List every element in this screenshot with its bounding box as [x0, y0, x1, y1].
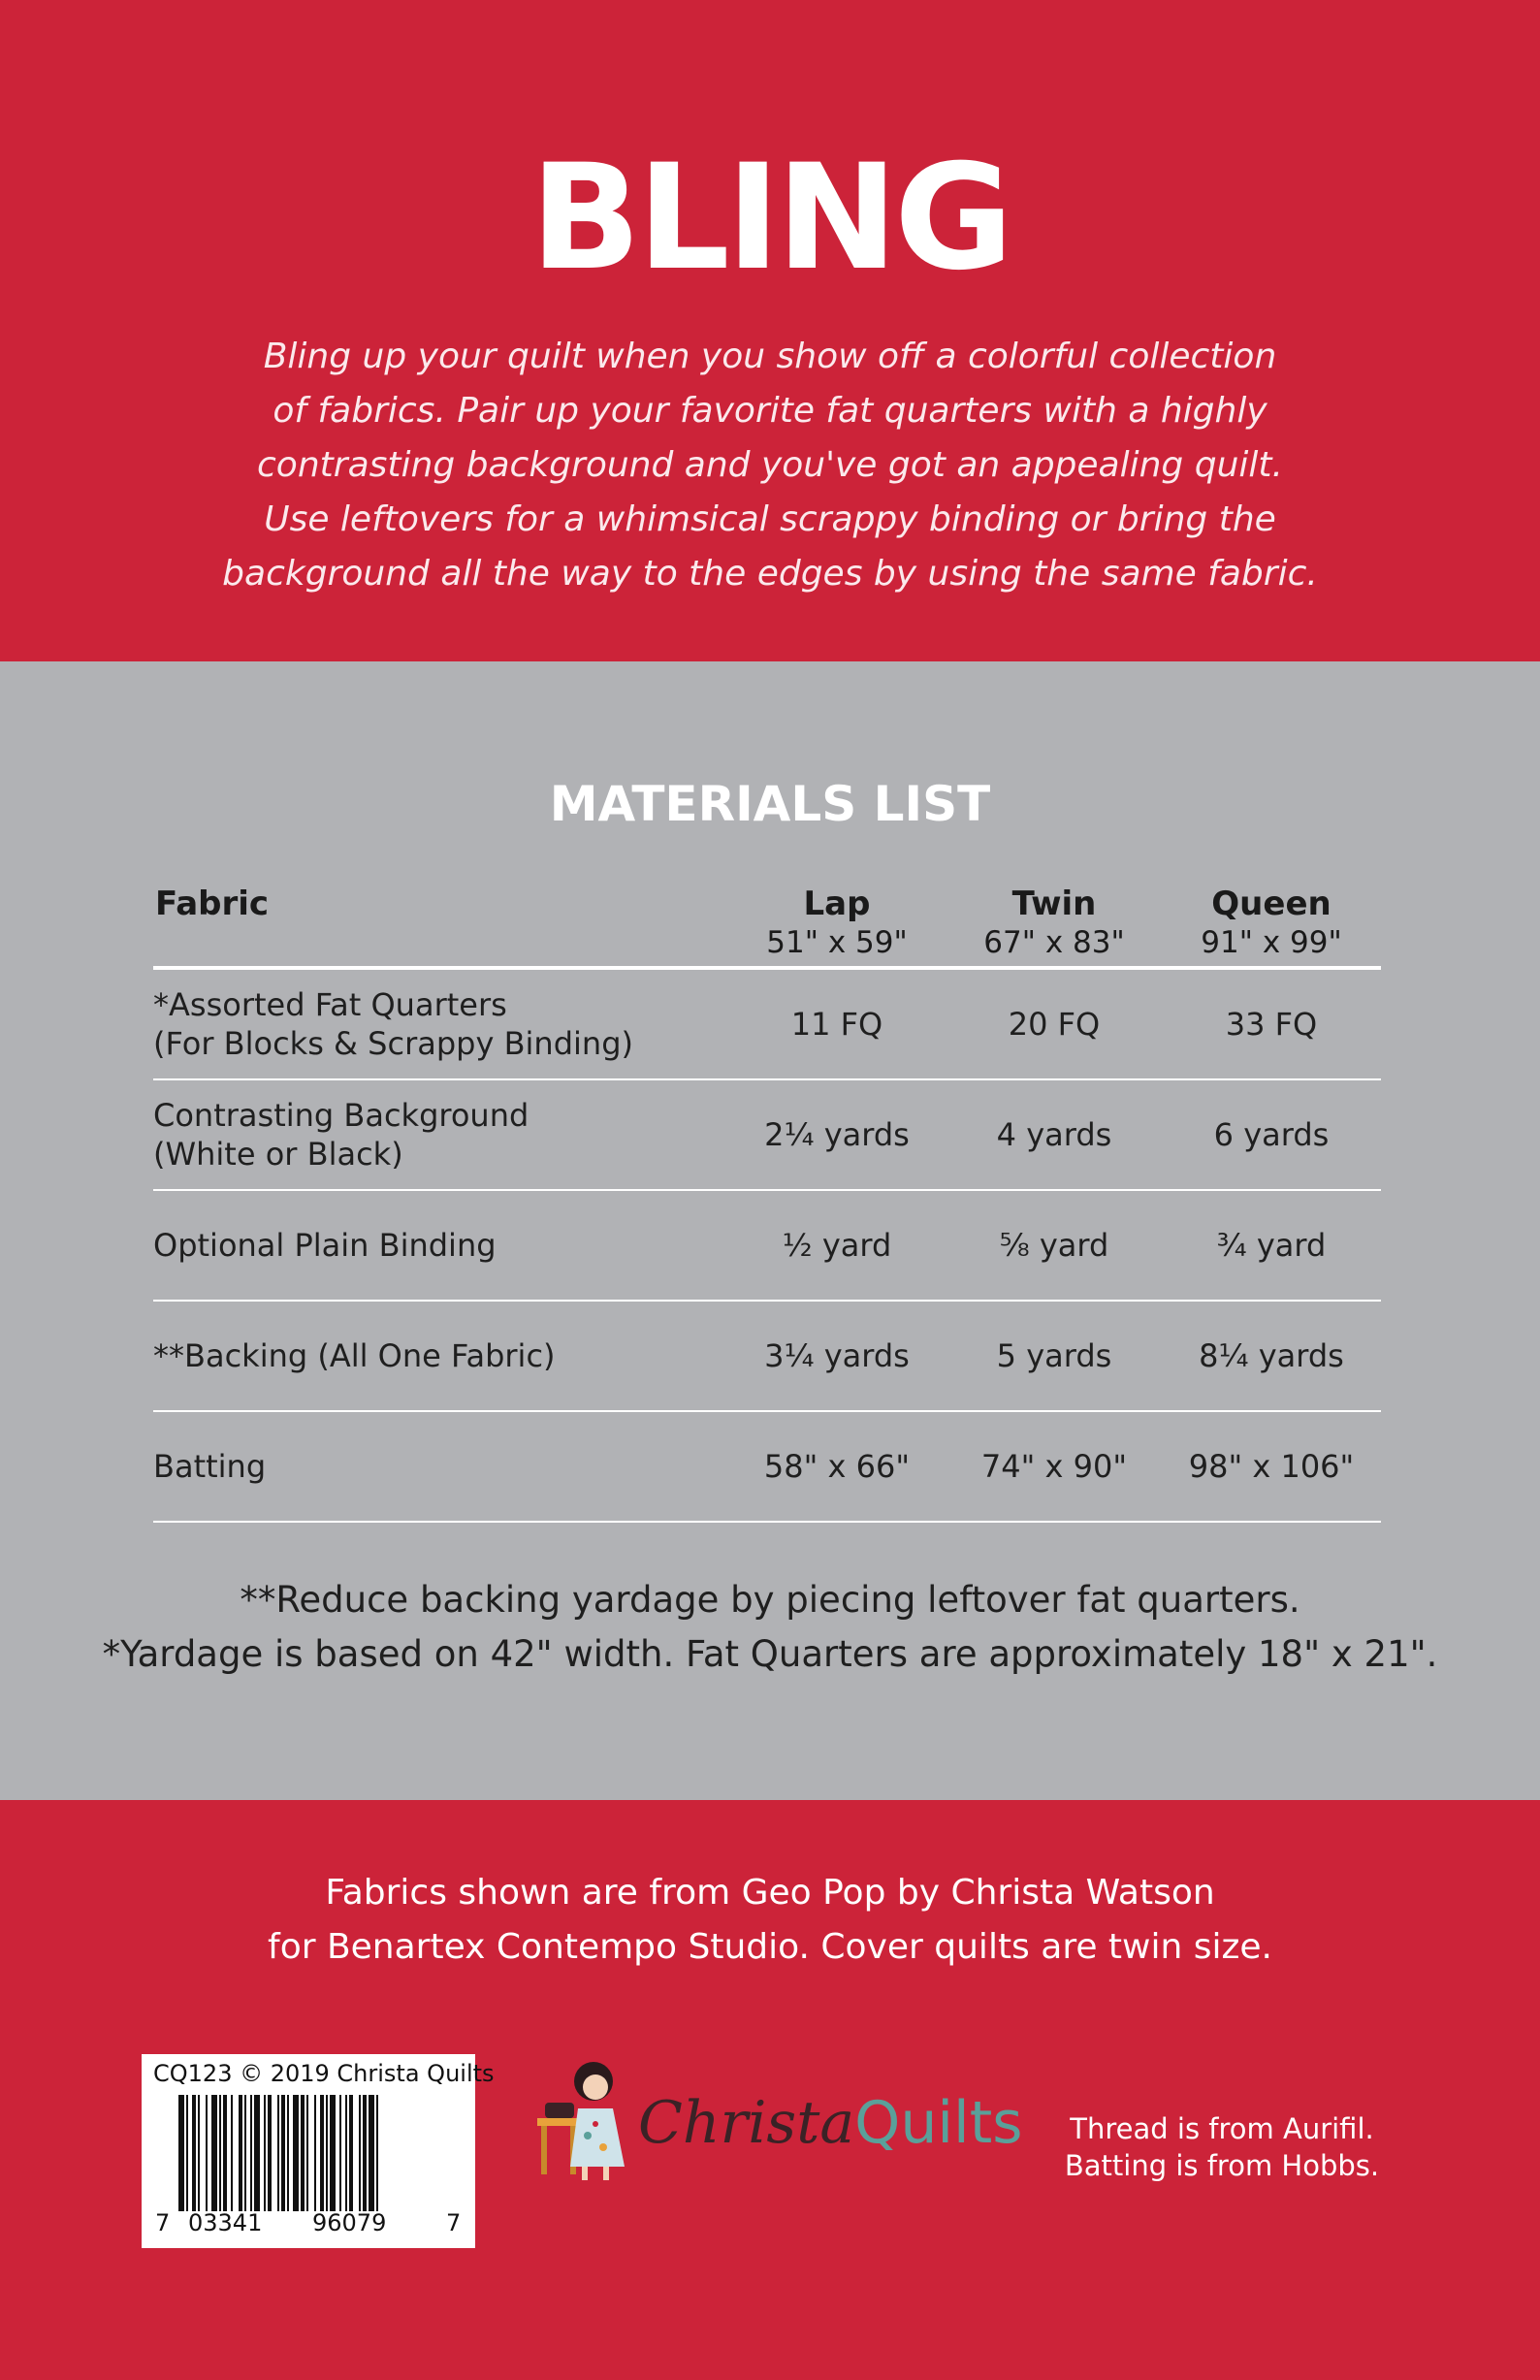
cell-twin: 20 FQ	[1008, 1006, 1101, 1043]
page-title: BLING	[529, 134, 1011, 303]
column-size: 67" x 83"	[983, 925, 1125, 960]
table-row	[153, 1191, 1381, 1302]
column-name: Twin	[1011, 884, 1097, 923]
cell-twin: ⅝ yard	[999, 1227, 1109, 1264]
column-name: Lap	[803, 884, 871, 923]
footer-section	[0, 1800, 1540, 2380]
row-label	[153, 985, 633, 1063]
sewing-girl-icon	[531, 2042, 638, 2188]
cell-lap: 3¼ yards	[764, 1337, 910, 1374]
row-label-line: **Backing (All One Fabric)	[153, 1337, 556, 1374]
row-label-line: Batting	[153, 1448, 267, 1485]
barcode-caption: CQ123 © 2019 Christa Quilts	[153, 2060, 495, 2087]
description-line: of fabrics. Pair up your favorite fat quarters with a highly	[273, 391, 1267, 431]
logo-part1: Christa	[638, 2089, 855, 2157]
materials-title: MATERIALS LIST	[549, 776, 991, 832]
barcode-digit: 03341	[188, 2209, 263, 2236]
row-label-line: (For Blocks & Scrappy Binding)	[153, 1025, 633, 1062]
thread-line: Thread is from Aurifil.	[1070, 2112, 1374, 2145]
table-row	[153, 1302, 1381, 1412]
barcode-digit: 96079	[312, 2209, 387, 2236]
fabric-credit	[0, 1866, 1540, 1975]
cell-lap: ½ yard	[782, 1227, 892, 1264]
table-row	[153, 970, 1381, 1080]
cell-queen: ¾ yard	[1216, 1227, 1327, 1264]
description-line: Bling up your quilt when you show off a colorful collection	[263, 337, 1277, 376]
barcode-digit: 7	[446, 2209, 462, 2236]
row-label-line: Contrasting Background	[153, 1097, 529, 1134]
description-line: Use leftovers for a whimsical scrappy binding or bring the	[264, 499, 1276, 539]
cell-twin: 5 yards	[996, 1337, 1112, 1374]
cell-queen: 98" x 106"	[1188, 1448, 1355, 1485]
logo-wordmark	[638, 2089, 1023, 2157]
description-line: contrasting background and you've got an appealing quilt.	[257, 445, 1283, 485]
row-label-line: Optional Plain Binding	[153, 1227, 497, 1264]
row-label-line: *Assorted Fat Quarters	[153, 986, 507, 1023]
credit-line: Fabrics shown are from Geo Pop by Christa Watson	[325, 1873, 1215, 1913]
materials-table	[153, 884, 1381, 1523]
header-section	[0, 0, 1540, 661]
barcode-digit: 7	[155, 2209, 171, 2236]
materials-section	[0, 661, 1540, 1800]
thread-line: Batting is from Hobbs.	[1064, 2149, 1380, 2182]
barcode-bars	[178, 2095, 434, 2211]
cell-lap: 58" x 66"	[763, 1448, 911, 1485]
cell-queen: 8¼ yards	[1199, 1337, 1344, 1374]
christa-quilts-logo	[531, 2042, 1023, 2188]
row-label	[153, 1226, 497, 1265]
row-label-line: (White or Black)	[153, 1136, 403, 1173]
header-fabric: Fabric	[155, 884, 270, 923]
column-size: 51" x 59"	[766, 925, 908, 960]
credit-line: for Benartex Contempo Studio. Cover quilts are twin size.	[268, 1927, 1272, 1967]
cell-queen: 33 FQ	[1225, 1006, 1318, 1043]
thread-credit	[1047, 2110, 1396, 2184]
row-label	[153, 1096, 529, 1174]
materials-notes	[0, 1573, 1540, 1682]
row-label	[153, 1447, 266, 1486]
cell-lap: 11 FQ	[790, 1006, 883, 1043]
table-header	[153, 884, 1381, 970]
cell-twin: 74" x 90"	[980, 1448, 1128, 1485]
description-line: background all the way to the edges by using the same fabric.	[222, 554, 1318, 594]
table-row	[153, 1412, 1381, 1523]
row-label	[153, 1336, 556, 1375]
header-lap	[721, 884, 953, 962]
cell-twin: 4 yards	[996, 1116, 1112, 1153]
header-queen	[1155, 884, 1388, 962]
barcode	[142, 2054, 495, 2248]
column-name: Queen	[1211, 884, 1331, 923]
logo-part2: Quilts	[854, 2089, 1023, 2157]
column-size: 91" x 99"	[1201, 925, 1342, 960]
note-line: *Yardage is based on 42" width. Fat Quarters are approximately 18" x 21".	[102, 1633, 1438, 1675]
table-row	[153, 1080, 1381, 1191]
cell-queen: 6 yards	[1213, 1116, 1330, 1153]
header-twin	[938, 884, 1171, 962]
description	[213, 330, 1327, 601]
note-line: **Reduce backing yardage by piecing leftover fat quarters.	[240, 1579, 1300, 1621]
cell-lap: 2¼ yards	[764, 1116, 910, 1153]
